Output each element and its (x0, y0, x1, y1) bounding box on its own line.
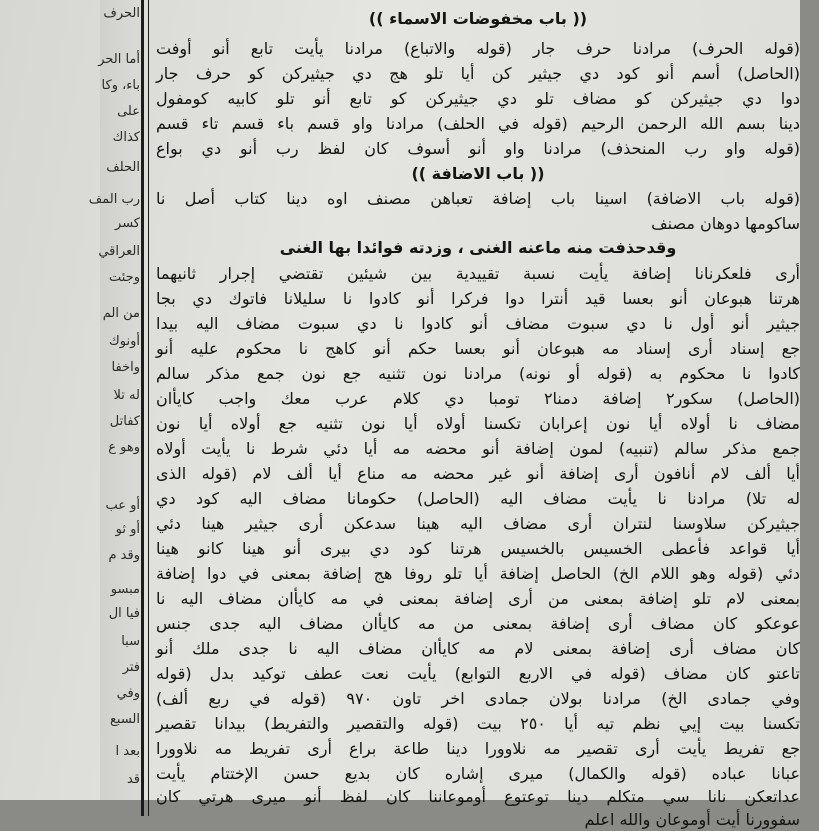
main-text-column (156, 8, 801, 829)
text-line: دينا بسم الله الرحمن الرحيم (قوله في الحلف) مرادنا واو قسم باء قسم تاء قسم (156, 114, 800, 133)
text-line: جع تفريط يأيت أرى تقصير مه نلاوورا دينا طاعة براع أرى تفريط مه نلاوورا (156, 739, 800, 758)
facing-page-fragment: أو ثو (115, 522, 140, 537)
text-line: دوا دي جيثيركن كو مضاف تلو دي جيثيركن كو تابع أنو تلو كابيه كومفول (156, 89, 800, 108)
section-heading: (( باب الاضافة )) (411, 164, 545, 183)
text-line: تاعتو كان مضاف (قوله في الاربع التوابع) يأيت نعت عطف توكيد بدل (قوله (156, 664, 800, 683)
facing-page-fragment: كسر (115, 216, 140, 231)
text-line: (الحاصل) سكور٢ إضافة دمنا٢ تومبا دي كلام عرب معك واجب كايأان (156, 389, 801, 408)
text-line: ساكومها دوهان مصنف (651, 214, 800, 233)
facing-page-fragment: وجئت (108, 270, 140, 285)
section-heading: (( باب مخفوضات الاسماء )) (368, 9, 588, 28)
facing-page-fragment: له تلا (113, 388, 140, 403)
text-line: (قوله الحرف) مرادنا حرف جار (قوله والاتباع) مرادنا يأيت تابع أنو أوفت (156, 39, 800, 58)
facing-page-fragment: السبع (109, 712, 140, 727)
facing-page-fragment: فيا ال (108, 606, 140, 621)
text-line: عبانا عباده (قوله والكمال) ميرى إشاره كان بديع حسن الإختتام يأيت (156, 764, 800, 783)
facing-page-fragment: كذاك (112, 130, 140, 145)
text-line: أرى فلعكرنانا إضافة يأيت نسبة تقييدية بين شيئين تقتضي إجرار ثانيهما (156, 264, 800, 283)
text-line: بمعنى لام تلو إضافة بمعنى من أرى إضافة بمعنى في مه كايأان مضاف اليه نا (156, 589, 800, 608)
text-line: جيثيركن سلاوسنا لنتران أرى مضاف اليه هينا سدعكن أرى جيثير هينا دئي (156, 514, 800, 533)
facing-page-fragment: سبا (121, 634, 140, 649)
text-line: سفوورنا أيت أوموعان والله اعلم (584, 810, 800, 829)
text-line: جمع مذكر سالم (تنبيه) لمون إضافة أنو محضه مه أيا دئي شرط نا يأيت أولاه (156, 439, 800, 458)
facing-page-fragment: الحرف (103, 6, 140, 21)
facing-page-margin (88, 0, 142, 800)
facing-page-fragment: وهو ع (108, 440, 140, 455)
text-line: وفي جمادى الخ) مرادنا بولان جمادى اخر تاون ٩٧٠ (قوله في ربع ألف) (156, 689, 800, 708)
text-line: (الحاصل) أسم أنو كود دي جيثير كن أيا تلو هج دي جيثيركن كو حرف جار (156, 64, 800, 83)
facing-page-fragment: كفاتل (109, 414, 140, 429)
text-line: أيا قواعد فأعطى الخسيس بالخسيس هرتنا كود دي بيرى أنو هينا كانو هينا (156, 539, 800, 558)
text-line: كادوا نا محكوم به (قوله أو نونه) مرادنا نون تثنيه جع نون جمع مذكر سالم (156, 364, 800, 383)
text-line: هرتنا هبوعان أنو بعسا قيد أنترا دوا فركرا أنو كادوا نا سليلانا فاتوك دي بجا (156, 289, 800, 308)
text-line: (قوله واو رب المنحذف) مرادنا واو أنو أسوف كان لفظ رب أنو دي بواع (156, 139, 800, 158)
facing-page-fragment: أونوك (109, 334, 140, 349)
text-line: أيا ألف لام أنافون أرى إضافة أنو غير محضه مه مناع أيا ألف لام (قوله الذى (156, 464, 800, 483)
facing-page-fragment: فتر (122, 660, 140, 675)
text-line: كان مضاف أرى إضافة بمعنى لام مه كايأان مضاف اليه نا جدى ملك أنو (156, 639, 800, 658)
facing-page-fragment: الحلف (106, 160, 140, 175)
text-line: عوعكو كان مضاف أرى إضافة بمعنى من مه كايأان مضاف اليه جدى جنس (156, 614, 800, 633)
text-line: تكسنا بيت إيي نظم تيه أيا ٢٥٠ بيت (قوله والتقصير والتفريط) بيدانا تقصير (156, 714, 800, 733)
facing-page-fragment: وفي (116, 686, 140, 701)
facing-page-fragment: رب المف (88, 192, 140, 207)
facing-page-fragment: بعد ا (115, 744, 140, 759)
facing-page-fragment: باء، وكا (101, 78, 140, 93)
facing-page-fragment: واخفا (111, 360, 140, 375)
facing-page-fragment: العراقي (98, 244, 140, 259)
text-line: جع إسناد أرى إسناد مه هبوعان أنو بعسا حكم أنو كاهج نا محكوم عليه أنو (156, 339, 800, 358)
facing-page-fragment: أما الحر (98, 52, 140, 67)
text-line: (قوله باب الاضافة) اسينا باب إضافة تعباهن مصنف اوه دينا كتاب أصل نا (156, 189, 800, 208)
text-line: له تلا) مرادنا نا يأيت مضاف اليه (الحاصل) حكومانا مضاف اليه كود دي (156, 489, 800, 508)
facing-page-fragment: على (117, 104, 140, 119)
text-line: دئي (قوله وهو اللام الخ) الحاصل إضافة أيا تلو روفا هج إضافة بمعنى في دوا إضافة (156, 564, 800, 583)
verse-line: وقدحذفت منه ماعنه الغنى ، وزدته فوائدا بها الغنى (279, 238, 677, 257)
facing-page-fragment: من الم (102, 306, 140, 321)
text-line: عداتعكن نانا سي متكلم دينا توعتوع أوموعاننا كان لفظ أنو ميرى هرتي كان (156, 787, 800, 806)
facing-page-fragment: قد (126, 772, 140, 787)
facing-page-fragment: أو عب (105, 498, 140, 513)
facing-page-fragment: مبسو (110, 582, 140, 597)
facing-page-fragment: وقد م (108, 548, 140, 563)
text-line: جيثير أنو أول نا دي سبوت مضاف أنو كادوا نا دي سبوت مضاف اليه بيدا (156, 314, 800, 333)
text-line: مضاف نا أولاه أيا نون إعرابان تكسنا أولاه أيا نون تثنيه جع أولاه أيا نون (156, 414, 800, 433)
